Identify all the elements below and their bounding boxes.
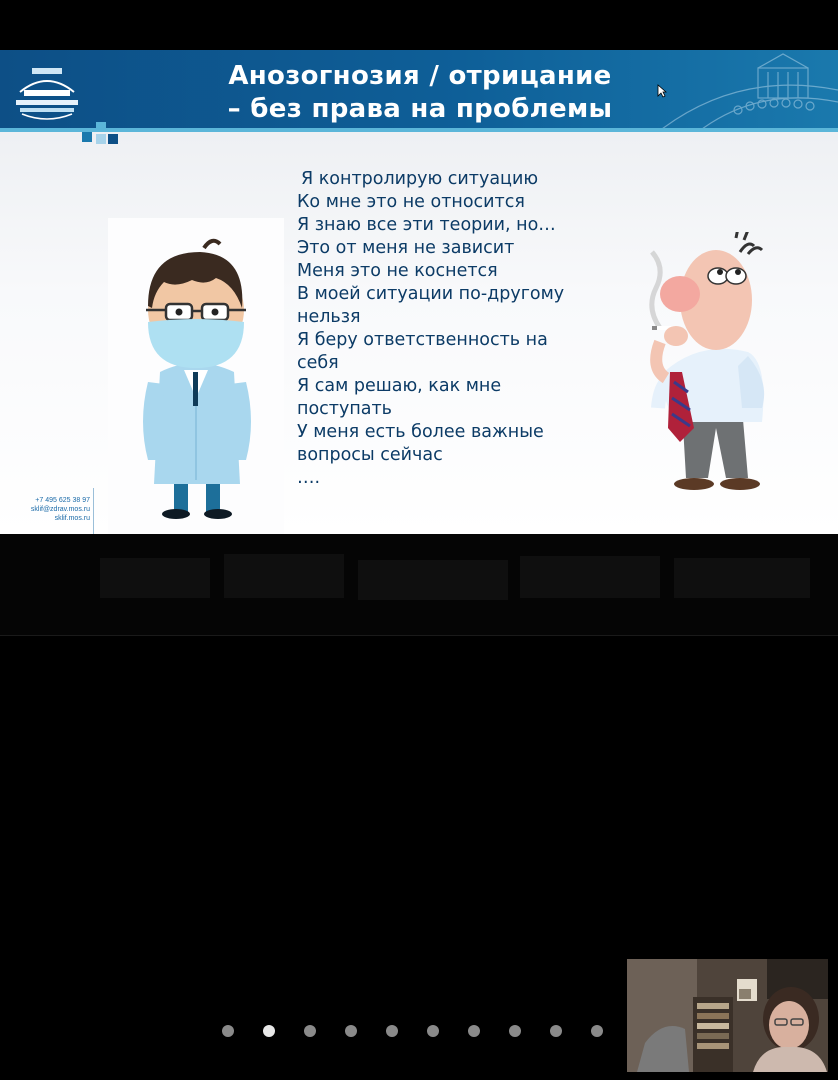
webcam-thumbnail[interactable] <box>627 959 828 1072</box>
doctor-mask-illustration <box>108 222 284 532</box>
mouse-cursor-icon <box>657 84 667 98</box>
pager-dot[interactable] <box>386 1025 398 1037</box>
smoking-man-illustration <box>630 232 790 494</box>
faded-text-shadow <box>100 552 810 608</box>
pager-dot[interactable] <box>263 1025 275 1037</box>
statement-line: У меня есть более важные <box>297 422 544 442</box>
slide-header <box>0 50 838 132</box>
pager-dot[interactable] <box>468 1025 480 1037</box>
statement-line: себя <box>297 353 339 373</box>
presentation-slide <box>0 50 838 534</box>
contact-phone: +7 495 625 38 97 <box>35 497 90 504</box>
pager-dot[interactable] <box>304 1025 316 1037</box>
contact-email: sklif@zdrav.mos.ru <box>30 506 90 513</box>
statement-line: Это от меня не зависит <box>297 238 515 258</box>
statement-list <box>297 168 617 490</box>
statement-line: Я сам решаю, как мне <box>297 376 502 396</box>
statement-line: нельзя <box>297 307 361 327</box>
slide-pager[interactable] <box>222 1023 603 1039</box>
contact-divider <box>93 488 94 534</box>
statement-line: вопросы сейчас <box>297 445 443 465</box>
slide-title <box>150 60 690 126</box>
pager-dot[interactable] <box>591 1025 603 1037</box>
statement-line: Меня это не коснется <box>297 261 498 281</box>
pager-dot[interactable] <box>427 1025 439 1037</box>
contact-info <box>6 496 90 523</box>
statement-line: …. <box>297 468 321 488</box>
statement-line: Я беру ответственность на <box>297 330 548 350</box>
slide-title-line-1: Анозогнозия / отрицание <box>228 61 612 91</box>
building-outline-icon <box>638 50 838 132</box>
statement-line: поступать <box>297 399 392 419</box>
statement-line: Я контролирую ситуацию <box>301 169 539 189</box>
statement-line: В моей ситуации по-другому <box>297 284 565 304</box>
contact-site: sklif.mos.ru <box>54 515 90 522</box>
pager-dot[interactable] <box>222 1025 234 1037</box>
pager-dot[interactable] <box>550 1025 562 1037</box>
statement-line: Ко мне это не относится <box>297 192 525 212</box>
slide-title-line-2: – без права на проблемы <box>227 94 613 124</box>
institute-logo-icon <box>10 62 84 122</box>
statement-line: Я знаю все эти теории, но… <box>297 215 556 235</box>
pager-dot[interactable] <box>509 1025 521 1037</box>
decorative-squares <box>82 122 122 148</box>
pager-dot[interactable] <box>345 1025 357 1037</box>
